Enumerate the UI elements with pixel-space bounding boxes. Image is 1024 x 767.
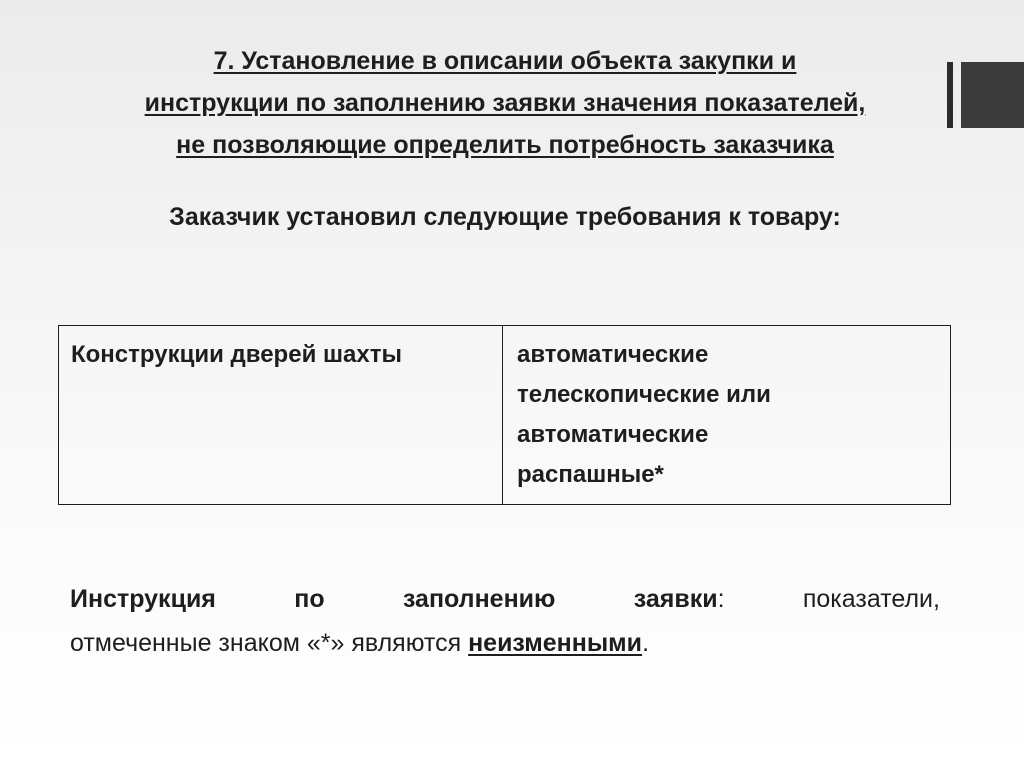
title-line-3-text: не позволяющие определить потребность заказчика	[176, 131, 834, 159]
instruction-word: заполнению	[402, 585, 556, 613]
parameter-value-cell	[503, 326, 951, 505]
slide-title	[60, 40, 950, 166]
instruction-emphasis: неизменными	[468, 629, 643, 657]
instruction-line-1	[70, 577, 940, 621]
instruction-period: .	[642, 629, 650, 657]
instruction-line-2	[70, 621, 940, 665]
decorative-bars	[947, 62, 1024, 128]
title-line-2	[60, 82, 950, 124]
instruction-line-2-text: отмеченные знаком «*» являются	[70, 629, 469, 657]
instruction-word: по	[294, 585, 325, 613]
title-line-1-text: 7. Установление в описании объекта закупки и	[213, 47, 797, 75]
instruction-word: Инструкция	[70, 585, 216, 613]
value-line: телескопические или	[517, 381, 771, 408]
title-line-1	[60, 40, 950, 82]
value-line: автоматические	[517, 341, 709, 368]
instruction-word: заявки	[633, 585, 718, 613]
instruction-colon: :	[717, 585, 725, 613]
decorative-thick-bar	[961, 62, 1024, 128]
requirements-table	[58, 325, 951, 505]
slide-subtitle: Заказчик установил следующие требования к товару:	[169, 203, 841, 231]
instruction-paragraph	[70, 577, 940, 665]
parameter-name-cell: Конструкции дверей шахты	[59, 326, 503, 505]
title-line-2-text: инструкции по заполнению заявки значения показателей,	[144, 89, 866, 117]
instruction-word-with-colon	[634, 577, 725, 621]
value-line: автоматические	[517, 421, 709, 448]
value-line: распашные*	[517, 461, 664, 488]
instruction-word: показатели,	[802, 585, 940, 613]
table-row	[59, 326, 951, 505]
title-line-3	[60, 124, 950, 166]
